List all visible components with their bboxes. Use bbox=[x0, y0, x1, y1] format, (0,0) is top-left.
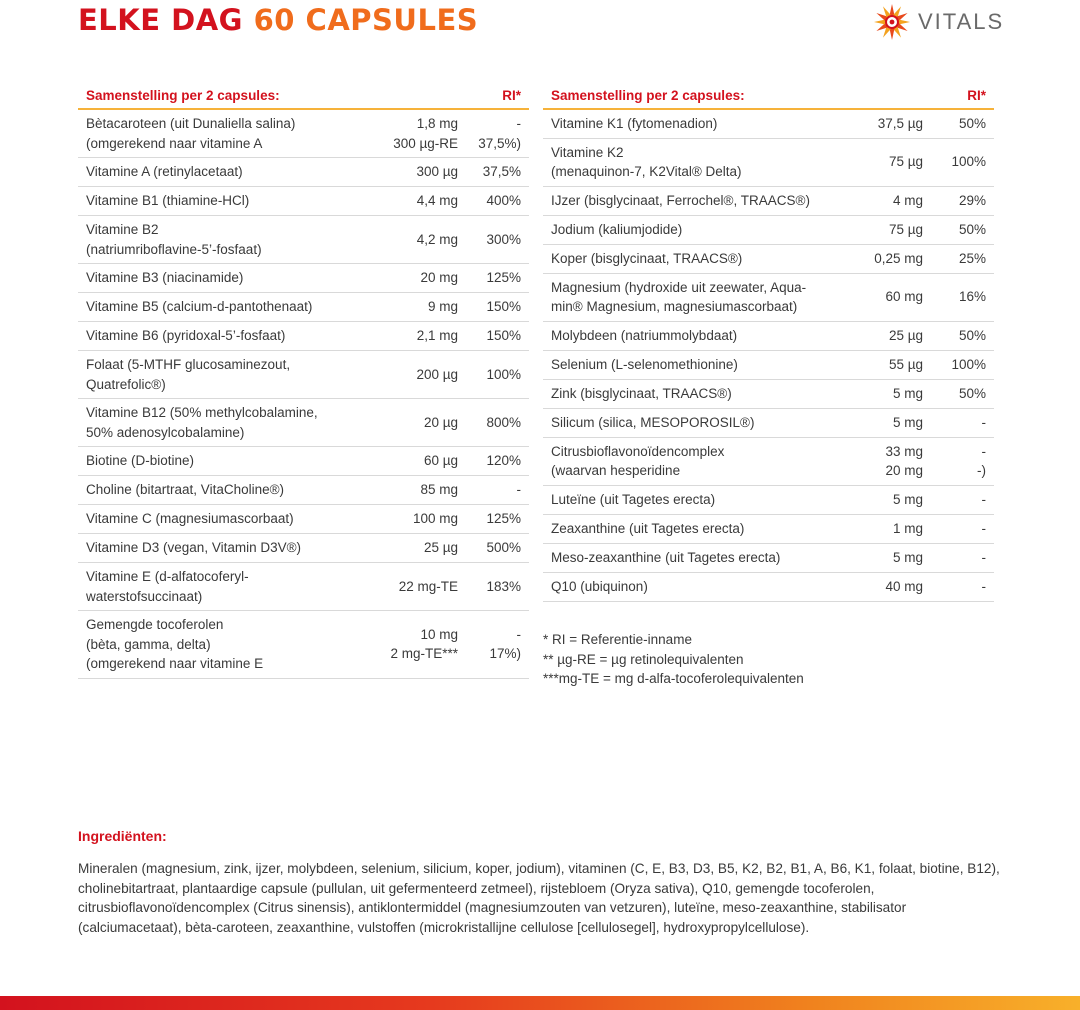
table-row bbox=[78, 322, 529, 351]
table-row bbox=[543, 321, 994, 350]
nutrient-amount: 0,25 mg bbox=[843, 244, 931, 273]
nutrient-name: Jodium (kaliumjodide) bbox=[543, 215, 843, 244]
nutrient-name: Meso-zeaxanthine (uit Tagetes erecta) bbox=[543, 543, 843, 572]
table-row bbox=[78, 158, 529, 187]
nutrient-name: Vitamine E (d-alfatocoferyl- waterstofsuccinaat) bbox=[78, 563, 378, 611]
table-head-ri: RI* bbox=[931, 82, 994, 109]
table-row bbox=[78, 293, 529, 322]
nutrient-name: Vitamine K1 (fytomenadion) bbox=[543, 109, 843, 138]
table-row bbox=[78, 476, 529, 505]
nutrient-name: Vitamine D3 (vegan, Vitamin D3V®) bbox=[78, 534, 378, 563]
nutrient-ri: 125% bbox=[466, 264, 529, 293]
nutrient-amount: 55 µg bbox=[843, 350, 931, 379]
nutrient-ri: - bbox=[931, 572, 994, 601]
nutrient-amount: 60 mg bbox=[843, 273, 931, 321]
nutrient-name: Zeaxanthine (uit Tagetes erecta) bbox=[543, 514, 843, 543]
footnote-ri: * RI = Referentie-inname bbox=[543, 632, 692, 647]
table-row bbox=[543, 572, 994, 601]
nutrient-name: Q10 (ubiquinon) bbox=[543, 572, 843, 601]
nutrient-ri: 800% bbox=[466, 399, 529, 447]
nutrient-name: Luteïne (uit Tagetes erecta) bbox=[543, 485, 843, 514]
nutrient-name: IJzer (bisglycinaat, Ferrochel®, TRAACS®) bbox=[543, 186, 843, 215]
table-row bbox=[543, 437, 994, 485]
nutrient-amount: 85 mg bbox=[378, 476, 466, 505]
nutrient-name: Choline (bitartraat, VitaCholine®) bbox=[78, 476, 378, 505]
nutrient-ri: - bbox=[931, 408, 994, 437]
nutrient-amount: 40 mg bbox=[843, 572, 931, 601]
nutrient-ri: 50% bbox=[931, 379, 994, 408]
table-row bbox=[543, 109, 994, 138]
table-row bbox=[78, 399, 529, 447]
footnote-mg-te: ***mg-TE = mg d-alfa-tocoferolequivalenten bbox=[543, 671, 804, 686]
table-row bbox=[78, 264, 529, 293]
nutrient-amount: 5 mg bbox=[843, 408, 931, 437]
table-row bbox=[78, 216, 529, 264]
table-header-row bbox=[78, 82, 529, 109]
nutrient-amount: 37,5 µg bbox=[843, 109, 931, 138]
title-part-capsules: 60 CAPSULES bbox=[253, 3, 479, 37]
nutrient-name: Vitamine B6 (pyridoxal-5’-fosfaat) bbox=[78, 322, 378, 351]
nutrient-name: Gemengde tocoferolen (bèta, gamma, delta) (omgerekend naar vitamine E bbox=[78, 611, 378, 679]
nutrient-ri: 50% bbox=[931, 109, 994, 138]
nutrient-amount: 75 µg bbox=[843, 138, 931, 186]
table-row bbox=[78, 447, 529, 476]
nutrient-ri: 50% bbox=[931, 215, 994, 244]
table-head-amount bbox=[378, 82, 466, 109]
nutrient-ri: 50% bbox=[931, 321, 994, 350]
nutrient-amount: 75 µg bbox=[843, 215, 931, 244]
nutrient-name: Folaat (5-MTHF glucosaminezout, Quatrefolic®) bbox=[78, 351, 378, 399]
nutrient-amount: 10 mg 2 mg-TE*** bbox=[378, 611, 466, 679]
footnote-ug-re: ** µg-RE = µg retinolequivalenten bbox=[543, 651, 744, 667]
nutrient-amount: 20 µg bbox=[378, 399, 466, 447]
nutrient-name: Koper (bisglycinaat, TRAACS®) bbox=[543, 244, 843, 273]
brand-name: VITALS bbox=[918, 9, 1005, 34]
nutrient-name: Vitamine B5 (calcium-d-pantothenaat) bbox=[78, 293, 378, 322]
nutrient-amount: 200 µg bbox=[378, 351, 466, 399]
table-head-label: Samenstelling per 2 capsules: bbox=[543, 82, 843, 109]
nutrient-name: Vitamine B1 (thiamine-HCl) bbox=[78, 187, 378, 216]
nutrient-ri: 500% bbox=[466, 534, 529, 563]
nutrient-ri: 37,5% bbox=[466, 158, 529, 187]
nutrient-amount: 5 mg bbox=[843, 485, 931, 514]
ingredients-text: Mineralen (magnesium, zink, ijzer, molybdeen, selenium, silicium, koper, jodium), vitaminen (C, E, B3, D3, B5, K2, B2, B1, A, B6, K1, folaat, biotine, B12), cholinebitartraat, plantaardige capsule (pullulan, uit gefermenteerd zetmeel), rijstebloem (Oryza sativa), Q10, gemengde tocoferolen, citrusbioflavonoïdencomplex (Citrus sinensis), antiklontermiddel (magnesiumzouten van vetzuren), luteïne, meso-zeaxanthine, stabilisator (calciumacetaat), bèta-caroteen, zeaxanthine, vulstoffen (microkristallijne cellulose [cellulosegel], hydroxypropylcellulose). bbox=[78, 861, 1000, 935]
nutrient-ri: 100% bbox=[931, 138, 994, 186]
table-row bbox=[543, 514, 994, 543]
composition-table-left bbox=[78, 82, 529, 679]
table-row bbox=[543, 138, 994, 186]
nutrient-ri: - 17%) bbox=[466, 611, 529, 679]
nutrient-name: Vitamine B2 (natriumriboflavine-5’-fosfaat) bbox=[78, 216, 378, 264]
nutrient-ri: 100% bbox=[466, 351, 529, 399]
nutrient-ri: - bbox=[931, 485, 994, 514]
nutrient-ri: - -) bbox=[931, 437, 994, 485]
nutrient-amount: 300 µg bbox=[378, 158, 466, 187]
nutrient-ri: 150% bbox=[466, 322, 529, 351]
nutrient-amount: 100 mg bbox=[378, 505, 466, 534]
table-row bbox=[543, 244, 994, 273]
nutrient-ri: 400% bbox=[466, 187, 529, 216]
table-row bbox=[78, 563, 529, 611]
table-head-label: Samenstelling per 2 capsules: bbox=[78, 82, 378, 109]
table-row bbox=[543, 273, 994, 321]
nutrient-ri: 120% bbox=[466, 447, 529, 476]
nutrient-name: Vitamine C (magnesiumascorbaat) bbox=[78, 505, 378, 534]
table-row bbox=[78, 505, 529, 534]
table-row bbox=[543, 350, 994, 379]
nutrient-name: Vitamine K2 (menaquinon-7, K2Vital® Delta) bbox=[543, 138, 843, 186]
nutrient-amount: 1,8 mg 300 µg-RE bbox=[378, 109, 466, 158]
nutrient-ri: - bbox=[931, 514, 994, 543]
table-head-ri: RI* bbox=[466, 82, 529, 109]
nutrient-ri: 183% bbox=[466, 563, 529, 611]
nutrient-name: Selenium (L-selenomethionine) bbox=[543, 350, 843, 379]
table-row bbox=[78, 109, 529, 158]
table-row bbox=[78, 534, 529, 563]
table-row bbox=[543, 215, 994, 244]
nutrient-amount: 2,1 mg bbox=[378, 322, 466, 351]
nutrient-name: Molybdeen (natriummolybdaat) bbox=[543, 321, 843, 350]
nutrient-name: Citrusbioflavonoïdencomplex (waarvan hesperidine bbox=[543, 437, 843, 485]
nutrient-ri: - bbox=[466, 476, 529, 505]
nutrient-ri: 150% bbox=[466, 293, 529, 322]
nutrient-amount: 4,2 mg bbox=[378, 216, 466, 264]
nutrient-amount: 33 mg 20 mg bbox=[843, 437, 931, 485]
ingredients-heading: Ingrediënten: bbox=[78, 828, 167, 844]
sun-star-logo-icon bbox=[872, 2, 912, 42]
nutrient-name: Zink (bisglycinaat, TRAACS®) bbox=[543, 379, 843, 408]
table-row bbox=[78, 187, 529, 216]
nutrient-amount: 4,4 mg bbox=[378, 187, 466, 216]
nutrient-amount: 25 µg bbox=[378, 534, 466, 563]
table-row bbox=[543, 485, 994, 514]
page-title bbox=[78, 2, 478, 38]
nutrient-ri: 16% bbox=[931, 273, 994, 321]
table-row bbox=[543, 186, 994, 215]
table-row bbox=[543, 408, 994, 437]
table-row bbox=[78, 351, 529, 399]
nutrient-ri: 25% bbox=[931, 244, 994, 273]
nutrient-name: Magnesium (hydroxide uit zeewater, Aqua- min® Magnesium, magnesiumascorbaat) bbox=[543, 273, 843, 321]
nutrient-name: Vitamine B12 (50% methylcobalamine, 50% adenosylcobalamine) bbox=[78, 399, 378, 447]
nutrient-amount: 22 mg-TE bbox=[378, 563, 466, 611]
table-row bbox=[543, 379, 994, 408]
nutrient-amount: 20 mg bbox=[378, 264, 466, 293]
table-header-row bbox=[543, 82, 994, 109]
nutrient-amount: 4 mg bbox=[843, 186, 931, 215]
footer-gradient-bar bbox=[0, 996, 1080, 1010]
nutrient-ri: 100% bbox=[931, 350, 994, 379]
composition-table-right bbox=[543, 82, 994, 602]
nutrient-ri: - 37,5%) bbox=[466, 109, 529, 158]
nutrient-name: Biotine (D-biotine) bbox=[78, 447, 378, 476]
table-row bbox=[543, 543, 994, 572]
nutrient-name: Bètacaroteen (uit Dunaliella salina) (omgerekend naar vitamine A bbox=[78, 109, 378, 158]
nutrient-amount: 5 mg bbox=[843, 543, 931, 572]
table-head-amount bbox=[843, 82, 931, 109]
nutrient-amount: 60 µg bbox=[378, 447, 466, 476]
footnotes bbox=[543, 630, 804, 689]
nutrient-name: Vitamine A (retinylacetaat) bbox=[78, 158, 378, 187]
nutrient-amount: 1 mg bbox=[843, 514, 931, 543]
vitals-logo bbox=[872, 2, 1004, 42]
nutrient-ri: - bbox=[931, 543, 994, 572]
table-row bbox=[78, 611, 529, 679]
nutrient-name: Vitamine B3 (niacinamide) bbox=[78, 264, 378, 293]
nutrient-ri: 29% bbox=[931, 186, 994, 215]
nutrient-amount: 5 mg bbox=[843, 379, 931, 408]
nutrient-name: Silicum (silica, MESOPOROSIL®) bbox=[543, 408, 843, 437]
nutrient-amount: 25 µg bbox=[843, 321, 931, 350]
nutrient-ri: 300% bbox=[466, 216, 529, 264]
title-part-elke-dag: ELKE DAG bbox=[78, 3, 243, 37]
nutrient-amount: 9 mg bbox=[378, 293, 466, 322]
nutrient-ri: 125% bbox=[466, 505, 529, 534]
